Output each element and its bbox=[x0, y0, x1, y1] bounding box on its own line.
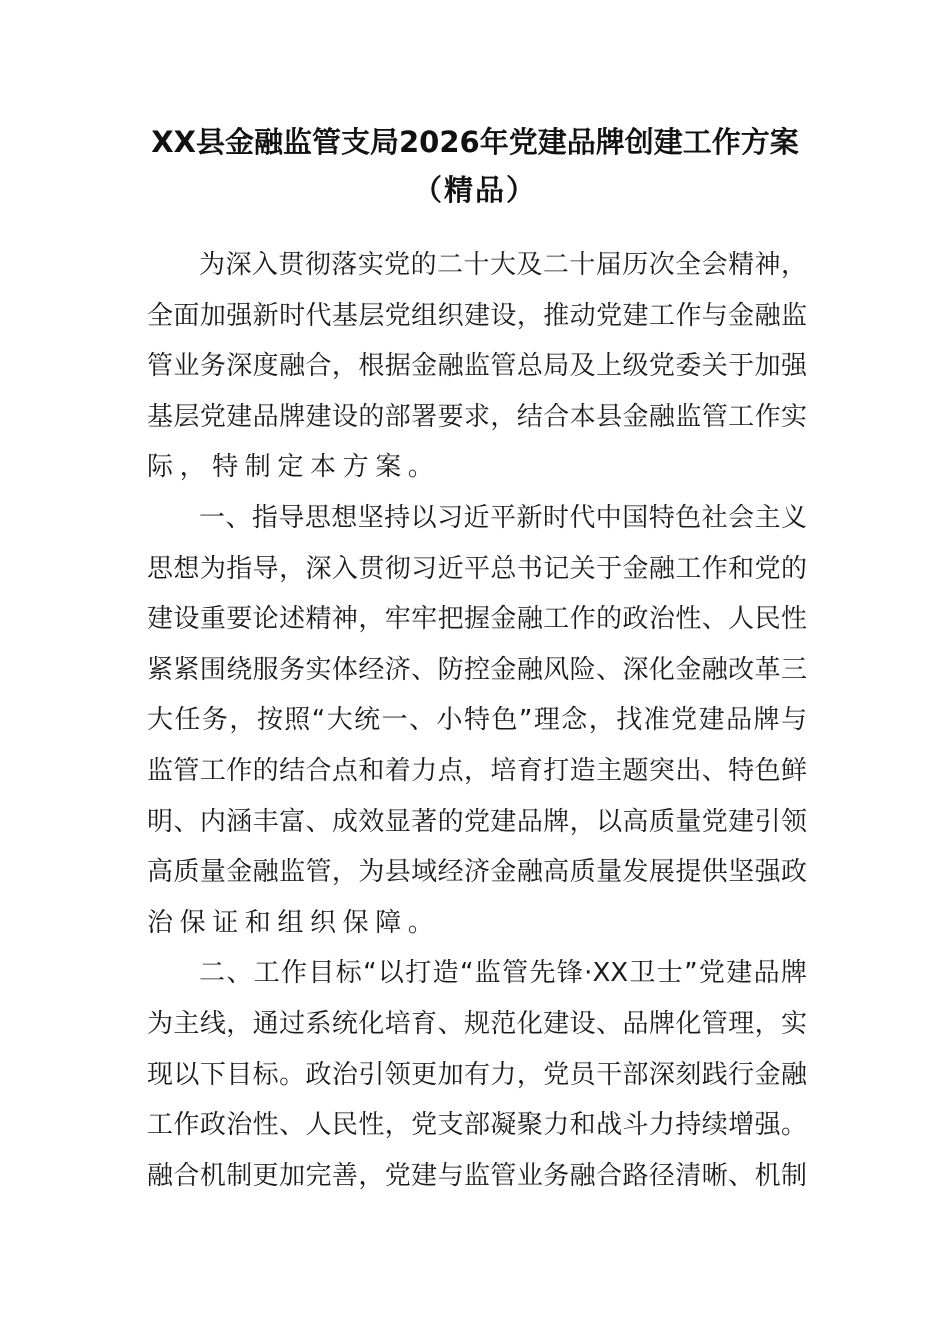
text-line: 工作政治性、人民性，党支部凝聚力和战斗力持续增强。 bbox=[147, 1110, 807, 1141]
document-body bbox=[147, 246, 807, 1207]
text-line: 现以下目标。政治引领更加有力，党员干部深刻践行金融 bbox=[147, 1059, 807, 1090]
text-line: 基层党建品牌建设的部署要求，结合本县金融监管工作实 bbox=[147, 401, 807, 432]
text-line: 思想为指导，深入贯彻习近平总书记关于金融工作和党的 bbox=[147, 553, 807, 584]
text-line: 际，特制定本方案。 bbox=[147, 452, 441, 483]
document-title: XX县金融监管支局2026年党建品牌创建工作方案 bbox=[151, 125, 799, 159]
text-line: 治保证和组织保障。 bbox=[147, 907, 441, 938]
document-subtitle: （精品） bbox=[412, 173, 537, 207]
text-line: 为深入贯彻落实党的二十大及二十届历次全会精神， bbox=[199, 250, 807, 280]
text-line: 紧紧围绕服务实体经济、防控金融风险、深化金融改革三 bbox=[147, 654, 807, 685]
text-line: 全面加强新时代基层党组织建设，推动党建工作与金融监 bbox=[147, 300, 807, 331]
text-line: 建设重要论述精神，牢牢把握金融工作的政治性、人民性 bbox=[147, 604, 807, 635]
text-line: 明、内涵丰富、成效显著的党建品牌，以高质量党建引领 bbox=[147, 806, 807, 837]
text-line: 高质量金融监管，为县域经济金融高质量发展提供坚强政 bbox=[147, 857, 807, 888]
text-line: 管业务深度融合，根据金融监管总局及上级党委关于加强 bbox=[147, 351, 807, 382]
text-line: 大任务，按照“大统一、小特色”理念，找准党建品牌与 bbox=[147, 705, 807, 736]
text-line: 融合机制更加完善，党建与监管业务融合路径清晰、机制 bbox=[147, 1160, 807, 1191]
text-line: 为主线，通过系统化培育、规范化建设、品牌化管理，实 bbox=[147, 1008, 807, 1039]
text-line: 一、指导思想坚持以习近平新时代中国特色社会主义 bbox=[199, 502, 807, 533]
paragraph-intro bbox=[147, 246, 807, 499]
paragraph-work-goals bbox=[147, 954, 807, 1207]
paragraph-guiding-ideology bbox=[147, 499, 807, 954]
text-line: 二、工作目标“以打造“监管先锋·XX卫士”党建品牌 bbox=[199, 958, 807, 989]
text-line: 监管工作的结合点和着力点，培育打造主题突出、特色鲜 bbox=[147, 755, 807, 786]
